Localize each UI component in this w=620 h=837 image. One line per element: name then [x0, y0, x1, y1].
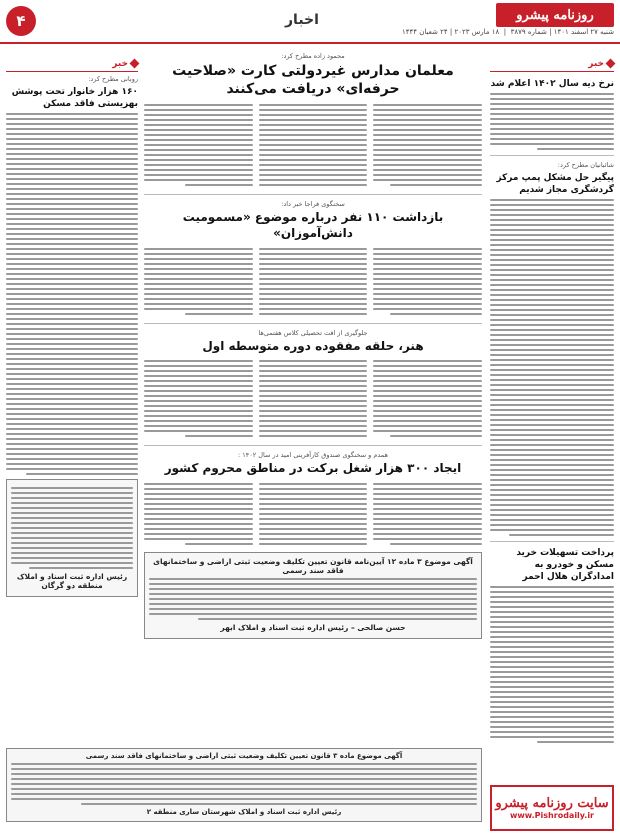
article-body	[144, 101, 482, 189]
divider	[144, 323, 482, 324]
article-title-pump[interactable]: پیگیر حل مشکل پمپ مرکز گردشگری مجاز شدیم	[496, 172, 614, 195]
news-tag-label: خبر	[588, 58, 604, 69]
headline-teachers[interactable]: معلمان مدارس غیردولتی کارت «صلاحیت حرفه‌ای» دریافت می‌کنند	[172, 63, 454, 98]
page-header	[0, 0, 620, 44]
left-column	[6, 52, 138, 597]
article-kicker: سخنگوی فراجا خبر داد:	[281, 200, 345, 209]
article-body	[144, 480, 482, 548]
article-title-diyeh[interactable]: نرخ دیه سال ۱۴۰۲ اعلام شد	[490, 78, 614, 89]
divider	[144, 194, 482, 195]
headline-arrests[interactable]: بازداشت ۱۱۰ نفر درباره موضوع «مسمومیت دانش‌آموزان»	[182, 210, 444, 240]
diamond-icon	[130, 59, 140, 69]
divider	[490, 155, 614, 156]
notice-signature: رئیس اداره ثبت اسناد و املاک شهرستان ساری منطقه ۲	[146, 808, 342, 816]
newspaper-logo[interactable]: روزنامه پیشرو	[496, 3, 614, 27]
issue-line-1: شنبه ۲۷ اسفند ۱۴۰۱ | شماره ۳۸۷۹	[510, 28, 614, 36]
article-kicker: جلوگیری از افت تحصیلی کلاس هفتمی‌ها	[258, 328, 368, 337]
news-tag-label: خبر	[112, 58, 128, 69]
article-body	[6, 113, 138, 475]
notice-signature: حسن صالحی – رئیس اداره ثبت اسناد و املاک ابهر	[220, 622, 406, 632]
page-number: ۴	[6, 6, 36, 36]
notice-title: آگهی موضوع ۳ ماده ۱۲ آیین‌نامه قانون تعیین تکلیف وضعیت ثبتی اراضی و ساختمانهای فاقد سند رسمی	[153, 556, 473, 575]
article-body	[144, 245, 482, 318]
news-tag	[6, 59, 138, 72]
site-brand-box[interactable]	[490, 785, 614, 831]
legal-notice-sari	[6, 748, 482, 822]
issue-info: شنبه ۲۷ اسفند ۱۴۰۱ | شماره ۳۸۷۹ | ۱۸ مارس ۲۰۲۳ | ۲۴ شعبان ۱۴۴۴	[401, 28, 614, 36]
article-kicker: محمود زاده مطرح کرد:	[281, 52, 345, 60]
legal-notice-abhar	[144, 552, 482, 639]
site-brand-fa: سایت روزنامه پیشرو	[495, 796, 609, 811]
legal-notice-gorgan	[6, 479, 138, 597]
divider	[144, 445, 482, 446]
article-kicker: شائبانیان مطرح کرد:	[557, 160, 614, 169]
notice-signature: رئیس اداره ثبت اسناد و املاک منطقه دو گرگان	[16, 571, 128, 590]
right-column	[490, 52, 614, 746]
notice-title: آگهی موضوع ماده ۳ قانون تعیین تکلیف وضعیت ثبتی اراضی و ساختمانهای فاقد سند رسمی	[85, 752, 403, 760]
article-body	[490, 93, 614, 150]
issue-line-2: ۱۸ مارس ۲۰۲۳ | ۲۴ شعبان ۱۴۴۴	[401, 28, 500, 36]
section-title: اخبار	[285, 12, 319, 28]
middle-column	[144, 52, 482, 639]
news-tag	[490, 59, 614, 72]
article-body	[490, 199, 614, 536]
article-body	[490, 586, 614, 743]
article-kicker: همدم و سخنگوی صندوق کارآفرینی امید در سال ۱۴۰۲ :	[238, 451, 388, 460]
site-url[interactable]: www.Pishrodaily.ir	[509, 811, 595, 820]
divider	[490, 541, 614, 542]
article-title-welfare[interactable]: ۱۶۰ هزار خانوار تحت پوشش بهزیستی فاقد مسکن	[11, 86, 138, 109]
article-body	[144, 357, 482, 440]
article-kicker: روبانی مطرح کرد:	[88, 74, 138, 83]
article-title-loans[interactable]: پرداخت تسهیلات خرید مسکن و خودرو به امدادگران هلال احمر	[516, 547, 614, 583]
headline-art[interactable]: هنر، حلقه مفقوده دوره متوسطه اول	[202, 338, 424, 353]
diamond-icon	[606, 59, 616, 69]
headline-jobs[interactable]: ایجاد ۳۰۰ هزار شغل برکت در مناطق محروم کشور	[164, 461, 462, 476]
